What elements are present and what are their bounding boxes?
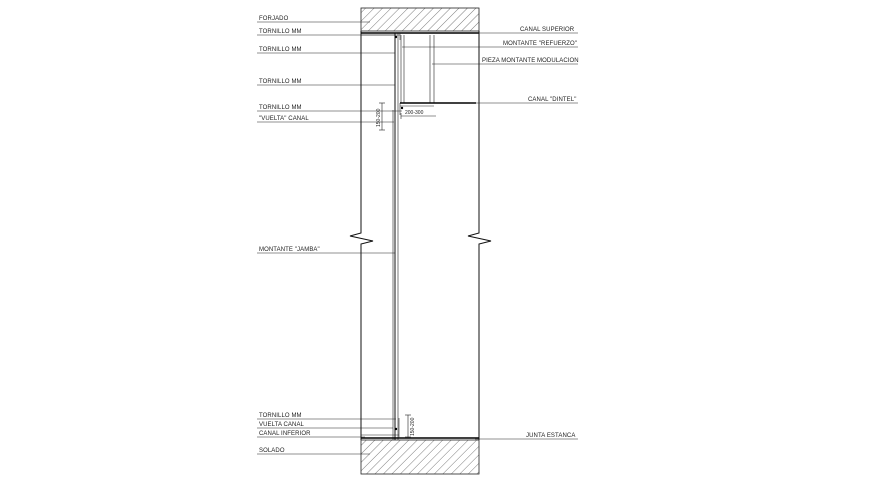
dimension-horizontal [401,110,436,119]
wall-outline [350,31,491,440]
label-tornillo-5: TORNILLO MM [259,413,302,419]
right-labels [482,27,579,439]
montante-refuerzo-stud [401,35,404,103]
label-vuelta-canal-bottom: VUELTA CANAL [259,422,304,428]
left-labels [259,16,320,454]
label-solado: SOLADO [259,448,285,454]
dimension-vertical-bottom [405,415,416,437]
label-canal-inferior: CANAL INFERIOR [259,431,311,437]
label-montante-refuerzo: MONTANTE "REFUERZO" [503,41,578,47]
montante-jamba-stud [393,33,398,440]
label-vuelta-canal-top: "VUELTA" CANAL [259,116,309,122]
label-tornillo-4: TORNILLO MM [259,105,302,111]
label-forjado: FORJADO [259,16,289,22]
label-tornillo-3: TORNILLO MM [259,79,302,85]
dim-horizontal-label: 200-300 [405,110,424,116]
label-tornillo-1: TORNILLO MM [259,29,302,35]
label-tornillo-2: TORNILLO MM [259,47,302,53]
solado-floor [361,440,479,474]
dim-vertical-top-label: 150-200 [376,108,382,127]
left-leaders [257,22,402,454]
dimension-vertical-top [376,103,385,130]
canal-superior-track [361,33,479,40]
label-junta-estanca: JUNTA ESTANCA [526,433,576,439]
right-leaders [402,33,578,439]
label-montante-jamba: MONTANTE "JAMBA" [259,247,320,253]
label-pieza-montante: PIEZA MONTANTE MODULACION [482,58,579,64]
label-canal-dintel: CANAL "DINTEL" [528,97,577,103]
screw-marks [395,36,403,430]
forjado-slab [361,8,479,31]
dim-vertical-bottom-label: 150-200 [410,417,416,436]
label-canal-superior: CANAL SUPERIOR [520,27,575,33]
pieza-montante-modulacion [430,35,434,103]
